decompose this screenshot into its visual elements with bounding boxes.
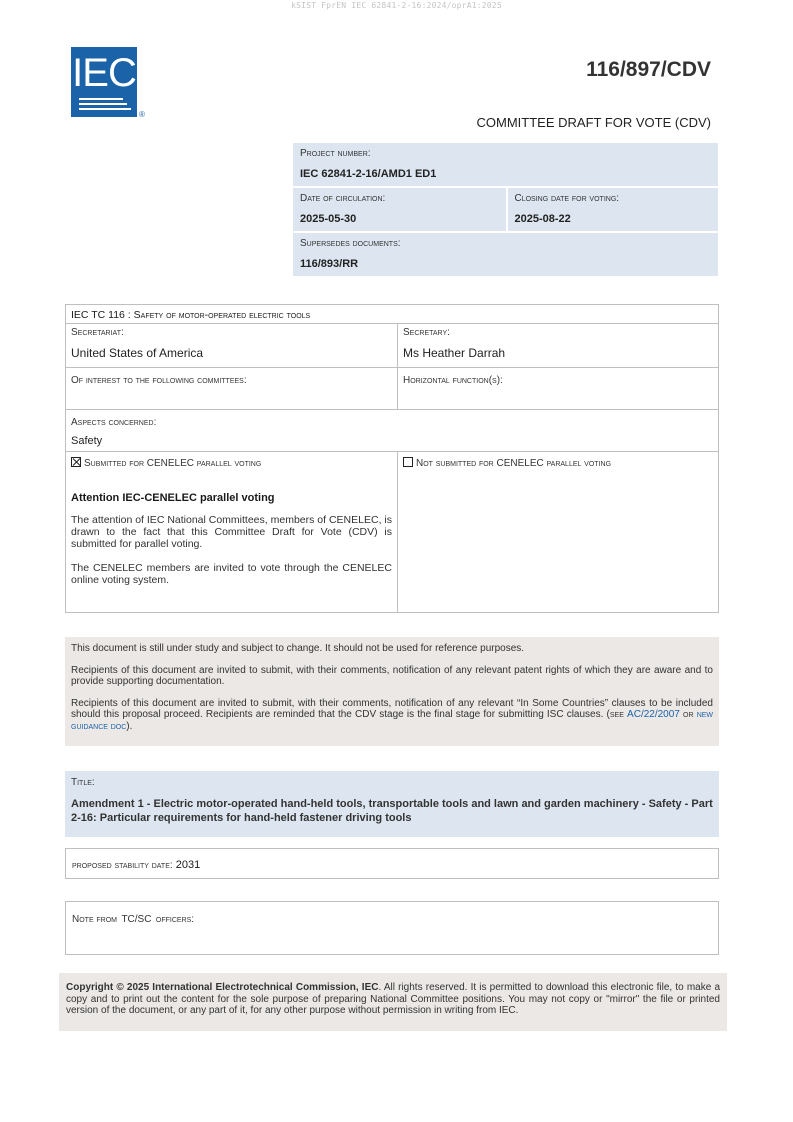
note-org: TC/SC (121, 914, 152, 925)
project-number-row (293, 143, 718, 188)
copyright-text: Copyright © 2025 International Electrotechnical Commission, IEC. All rights reserved. It is permitted to download this electronic file, to make a copy and to print out the content for the sole purpose of preparing National Committee positions. You may not copy or "mirror" the file or printed version of the document, or any part of it, for any other purpose without permission in writing from IEC. (66, 982, 721, 1016)
attention-paragraph-2: The CENELEC members are invited to vote through the CENELEC online voting system. (71, 562, 392, 587)
notice-paragraph-3: Recipients of this document are invited to submit, with their comments, notification of any relevant “In Some Countries” clauses to be included should this proposal proceed. Recipients are reminded that the CDV stage is the final stage for submitting ISC clauses. (see AC/22/2007 or new guidance doc). (71, 697, 714, 732)
supersedes-row (293, 233, 718, 276)
ac-22-2007-link[interactable]: AC/22/2007 (627, 709, 680, 720)
officers-note-box (65, 901, 719, 955)
not-submitted-label: Not submitted for CENELEC parallel voting (416, 458, 612, 469)
or-text: or (683, 709, 694, 720)
stability-date-label: proposed stability date: (72, 860, 173, 871)
submitted-checkbox[interactable] (71, 457, 81, 467)
submitted-option[interactable] (71, 457, 392, 469)
copyright-box (59, 973, 727, 1031)
stability-date-box (65, 848, 719, 879)
secretary-value: Ms Heather Darrah (403, 346, 506, 360)
horizontal-label: Horizontal function(s): (403, 375, 503, 386)
closing-date: 2025-08-22 (514, 213, 571, 225)
project-number-label: Project number: (300, 148, 371, 159)
secretariat-value: United States of America (71, 346, 204, 360)
dates-row (293, 188, 718, 233)
committee-table (65, 304, 719, 613)
project-number: IEC 62841-2-16/AMD1 ED1 (300, 168, 437, 180)
title-box (65, 771, 719, 837)
copyright-bold: Copyright © 2025 International Electrotechnical Commission, IEC (66, 982, 379, 993)
secretariat-label: Secretariat: (71, 327, 124, 338)
circulation-date: 2025-05-30 (300, 213, 357, 225)
closing-date-label: Closing date for voting: (514, 193, 620, 204)
see-text: see (609, 709, 624, 720)
tc-prefix: IEC TC 116 : (71, 309, 131, 321)
attention-title: Attention IEC-CENELEC parallel voting (71, 492, 275, 504)
notice-box (65, 637, 719, 746)
document-number: 116/897/CDV (586, 58, 711, 81)
cenelec-row (66, 452, 718, 612)
document-type: COMMITTEE DRAFT FOR VOTE (CDV) (476, 115, 711, 130)
circulation-date-label: Date of circulation: (300, 193, 386, 204)
supersedes-label: Supersedes documents: (300, 238, 401, 249)
not-submitted-checkbox[interactable] (403, 457, 413, 467)
supersedes-value: 116/893/RR (300, 258, 359, 270)
notice-paragraph-2: Recipients of this document are invited to submit, with their comments, notification of any relevant patent rights of which they are aware and to provide supporting documentation. (71, 664, 713, 687)
title-label: Title: (71, 777, 95, 788)
aspects-value: Safety (71, 435, 103, 447)
secretariat-row (66, 324, 718, 368)
secretary-label: Secretary: (403, 327, 450, 338)
aspects-label: Aspects concerned: (71, 417, 157, 428)
aspects-row (66, 410, 718, 452)
attention-paragraph-1: The attention of IEC National Committees, members of CENELEC, is drawn to the fact that this Committee Draft for Vote (CDV) is submitted for parallel voting. (71, 514, 392, 551)
iec-logo (71, 47, 137, 117)
note-prefix: Note from (72, 914, 117, 925)
logo-text: IEC (72, 51, 136, 95)
project-info-box (293, 143, 718, 276)
notice-paragraph-1: This document is still under study and subject to change. It should not be used for reference purposes. (71, 643, 525, 654)
new-guidance-doc-link[interactable]: new guidance doc (71, 709, 714, 732)
submitted-label: Submitted for CENELEC parallel voting (84, 458, 262, 469)
stability-date-value: 2031 (175, 859, 201, 871)
tc-row (66, 305, 718, 324)
document-title: Amendment 1 - Electric motor-operated hand-held tools, transportable tools and lawn and garden machinery - Safety - Part 2-16: Particular requirements for hand-held fastener driving tools (71, 798, 713, 825)
interest-row (66, 368, 718, 410)
note-suffix: officers: (155, 914, 195, 925)
registered-mark: ® (139, 110, 145, 119)
not-submitted-option[interactable] (403, 457, 713, 469)
watermark: kSIST FprEN IEC 62841-2-16:2024/oprA1:2025 (291, 1, 502, 10)
tc-name: Safety of motor-operated electric tools (133, 309, 311, 321)
interest-label: Of interest to the following committees: (71, 375, 247, 386)
